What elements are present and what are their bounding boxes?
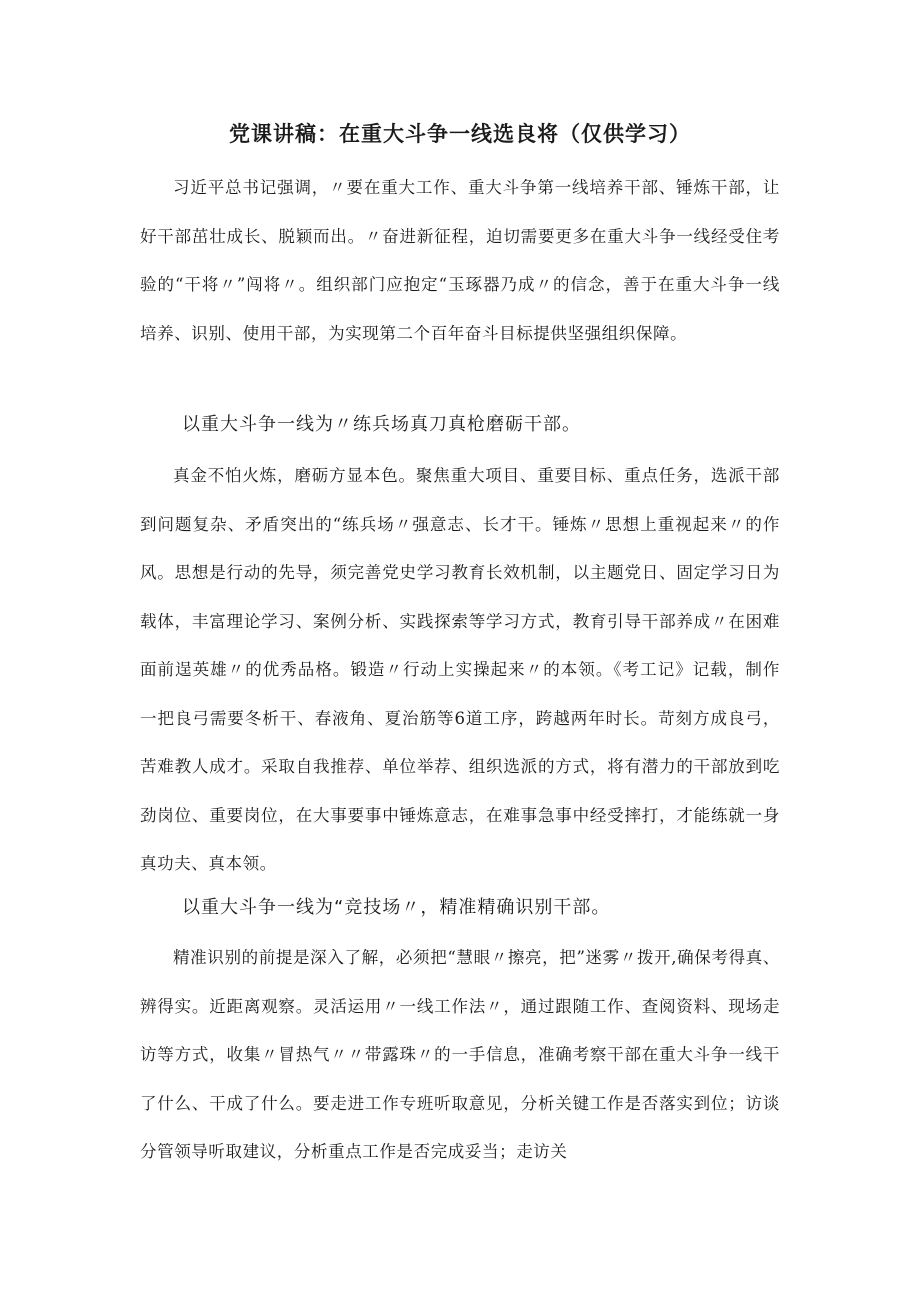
intro-paragraph: 习近平总书记强调，〃要在重大工作、重大斗争第一线培养干部、锤炼干部，让好干部茁壮成长、脱颖而出。〃奋进新征程，迫切需要更多在重大斗争一线经受住考验的“干将〃”闯将〃。组织部门应抱定“玉琢器乃成〃的信念，善于在重大斗争一线培养、识别、使用干部，为实现第二个百年奋斗目标提供坚强组织保障。	[140, 178, 780, 343]
document-title: 党课讲稿：在重大斗争一线选良将（仅供学习）	[229, 122, 691, 146]
section-body-training-ground: 真金不怕火炼，磨砺方显本色。聚焦重大项目、重要目标、重点任务，选派干部到问题复杂、矛盾突出的“练兵场〃强意志、长才干。锤炼〃思想上重视起来〃的作风。思想是行动的先导，须完善党史学习教育长效机制，以主题党日、固定学习日为载体，丰富理论学习、案例分析、实践探索等学习方式，教育引导干部养成〃在困难面前逞英雄〃的优秀品格。锻造〃行动上实操起来〃的本领。《考工记》记载，制作一把良弓需要冬析干、春液角、夏治筋等6道工序，跨越两年时长。苛刻方成良弓，苦难教人成才。采取自我推荐、单位举荐、组织选派的方式，将有潜力的干部放到吃劲岗位、重要岗位，在大事要事中锤炼意志，在难事急事中经受摔打，才能练就一身真功夫、真本领。	[140, 466, 780, 873]
section-heading-training-ground: 以重大斗争一线为〃练兵场真刀真枪磨砺干部。	[182, 414, 581, 435]
section-body-arena: 精准识别的前提是深入了解，必须把“慧眼〃擦亮，把”迷雾〃拨开,确保考得真、辨得实。近距离观察。灵活运用〃一线工作法〃，通过跟随工作、查阅资料、现场走访等方式，收集〃冒热气〃〃带露珠〃的一手信息，准确考察干部在重大斗争一线干了什么、干成了什么。要走进工作专班听取意见，分析关键工作是否落实到位；访谈分管领导听取建议，分析重点工作是否完成妥当；走访关	[140, 948, 780, 1161]
section-heading-arena: 以重大斗争一线为“竞技场〃，精准精确识别干部。	[182, 897, 611, 918]
